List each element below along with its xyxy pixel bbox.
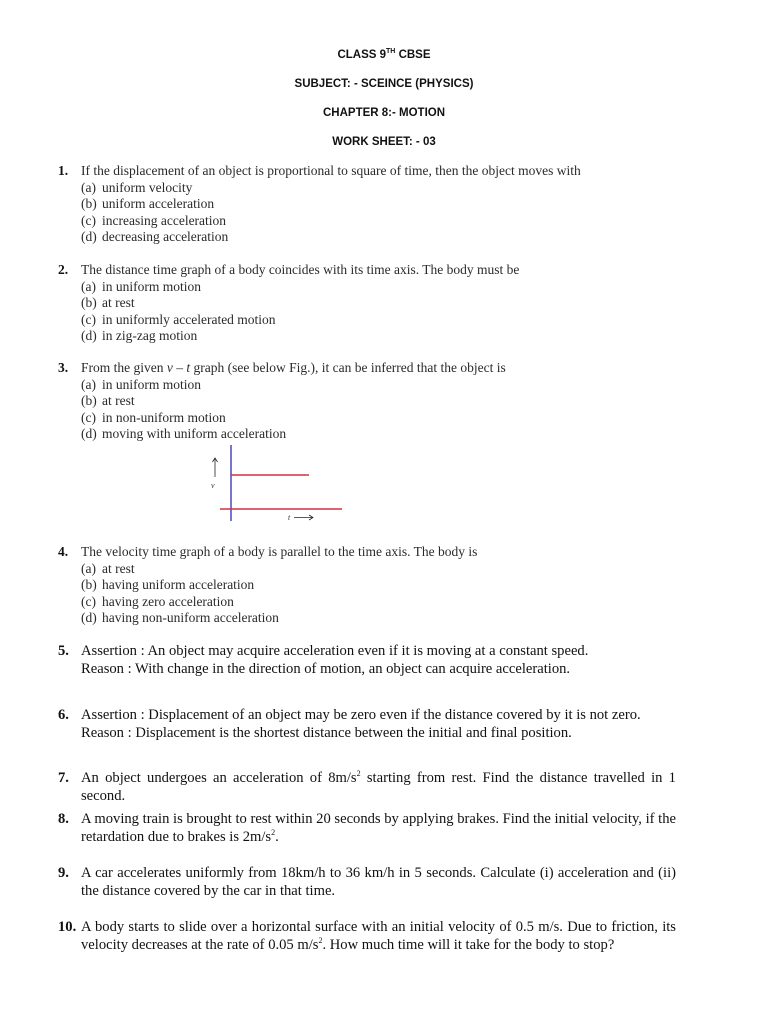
option-a: (a) in uniform motion — [81, 278, 201, 294]
option-d: (d) decreasing acceleration — [81, 229, 229, 245]
question-7 — [58, 769, 676, 805]
question-text: The velocity time graph of a body is parallel to the time axis. The body is — [81, 544, 478, 559]
option-b: (b) at rest — [81, 295, 135, 311]
chapter-heading: CHAPTER 8:- MOTION — [322, 107, 446, 119]
question-6 — [58, 706, 728, 742]
option-a: (a) in uniform motion — [81, 376, 201, 392]
question-number: 5. — [58, 643, 69, 659]
question-text: A car accelerates uniformly from 18km/h to 36 km/h in 5 seconds. Calculate (i) acceleration and (ii) the distance covered by the car in that time. — [81, 865, 676, 899]
option-d: (d) having non-uniform acceleration — [81, 610, 279, 626]
option-c: (c) in non-uniform motion — [81, 409, 226, 425]
question-number: 10. — [58, 919, 77, 935]
graph-y-label: v — [211, 481, 215, 490]
worksheet-class-heading: CLASS 9TH CBSE — [337, 48, 431, 61]
worksheet-number-heading: WORK SHEET: - 03 — [332, 136, 436, 148]
velocity-time-graph — [210, 445, 345, 523]
graph-x-label: t — [288, 513, 291, 522]
question-1 — [58, 163, 678, 246]
question-10 — [58, 918, 676, 954]
option-b: (b) at rest — [81, 393, 135, 409]
reason-text: Reason : With change in the direction of motion, an object can acquire acceleration. — [81, 661, 571, 677]
subject-heading: SUBJECT: - SCEINCE (PHYSICS) — [294, 78, 474, 90]
option-c: (c) increasing acceleration — [81, 212, 227, 228]
question-number: 3. — [58, 360, 69, 375]
question-2 — [58, 262, 678, 345]
question-number: 7. — [58, 770, 69, 786]
question-3 — [58, 360, 678, 443]
option-d: (d) in zig-zag motion — [81, 328, 198, 344]
question-number: 1. — [58, 163, 69, 178]
question-text: An object undergoes an acceleration of $8m/s^2$ starting from rest. Find the distance travelled in 1 second. — [81, 769, 676, 804]
question-text: The distance time graph of a body coincides with its time axis. The body must be — [81, 262, 520, 277]
option-d: (d) moving with uniform acceleration — [81, 426, 287, 442]
question-text: A body starts to slide over a horizontal surface with an initial velocity of 0.5 m/s. Due to friction, its velocity decreases at the rate of 0.05 $m/s^2$. How much time will it take for the body to stop? — [81, 919, 676, 953]
option-c: (c) having zero acceleration — [81, 593, 234, 609]
option-a: (a) uniform velocity — [81, 179, 193, 195]
question-8 — [58, 810, 676, 846]
question-number: 6. — [58, 707, 69, 723]
question-5 — [58, 642, 688, 678]
question-number: 2. — [58, 262, 69, 277]
question-9 — [58, 864, 676, 900]
assertion-text: Assertion : An object may acquire acceleration even if it is moving at a constant speed. — [81, 643, 589, 659]
question-number: 8. — [58, 811, 69, 827]
option-b: (b) uniform acceleration — [81, 196, 215, 212]
question-text: From the given v – t graph (see below Fig.), it can be inferred that the object is — [81, 360, 506, 375]
question-text: If the displacement of an object is proportional to square of time, then the object moves with — [81, 163, 581, 178]
option-c: (c) in uniformly accelerated motion — [81, 311, 276, 327]
question-text: A moving train is brought to rest within 20 seconds by applying brakes. Find the initial velocity, if the retardation due to brakes is $2m/s^2$. — [81, 811, 676, 845]
question-number: 9. — [58, 865, 69, 881]
option-a: (a) at rest — [81, 560, 135, 576]
question-number: 4. — [58, 544, 69, 559]
option-b: (b) having uniform acceleration — [81, 577, 255, 593]
reason-text: Reason : Displacement is the shortest distance between the initial and final position. — [81, 725, 572, 741]
assertion-text: Assertion : Displacement of an object may be zero even if the distance covered by it is not zero. — [81, 707, 641, 723]
question-4 — [58, 544, 678, 627]
